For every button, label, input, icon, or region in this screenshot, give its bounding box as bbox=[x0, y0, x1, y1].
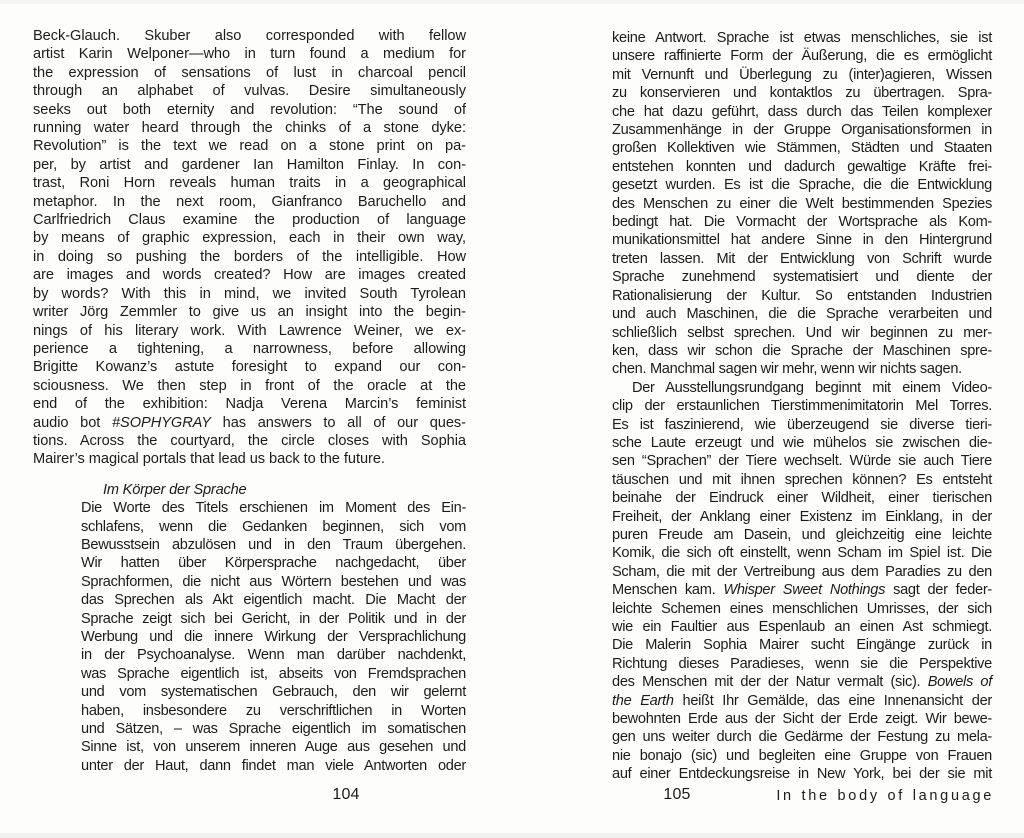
text-line: zu konservieren und kontaktlos zu übertragen. Spra- bbox=[612, 85, 992, 102]
text-line: metaphor. In the next room, Gianfranco Baruchello and bbox=[33, 193, 466, 210]
text-line: in doing so pushing the borders of the intelligible. How bbox=[33, 248, 466, 265]
page-top-edge bbox=[0, 0, 1024, 4]
text-line: seeks out both eternity and revolution: “The sound of bbox=[33, 101, 466, 118]
page-bottom-edge bbox=[0, 833, 1024, 838]
text-line: mit Vernunft und Überlegung zu (inter)agieren, Wissen bbox=[612, 66, 992, 83]
text-line: was Sprache eigentlich ist, abseits von Fremdsprachen bbox=[81, 665, 466, 682]
page-right-column bbox=[612, 29, 992, 784]
german-section-heading: Im Körper der Sprache bbox=[103, 481, 247, 498]
text-line: Beck-Glauch. Skuber also corresponded with fellow bbox=[33, 28, 466, 44]
text-line: gen uns weiter durch die Gedärme der Festung zu mela- bbox=[612, 729, 992, 746]
text-line: unter der Haut, dann findet man viele Antworten oder bbox=[81, 757, 466, 774]
text-line: keine Antwort. Sprache ist etwas menschliches, sie ist bbox=[612, 30, 992, 46]
text-line: und vom systematischen Gebrauch, den wir gelernt bbox=[81, 684, 466, 701]
page-number-right: 105 bbox=[663, 786, 691, 803]
text-line: des Menschen mit der der Natur vermalt (sic). Bowels of bbox=[612, 674, 993, 691]
text-line: puren Freude am Dasein, und gleichzeitig eine leichte bbox=[612, 526, 992, 543]
german-paragraph-left bbox=[81, 499, 466, 775]
page-number-left: 104 bbox=[332, 786, 360, 803]
text-line: Es ist faszinierend, wie überzeugend sie diverse tieri- bbox=[612, 416, 992, 433]
text-line: artist Karin Welponer—who in turn found a medium for bbox=[33, 46, 466, 63]
text-line: schlafens, wenn die Gedanken beginnen, sich vom bbox=[81, 518, 466, 535]
german-section bbox=[81, 481, 466, 776]
text-line: auf einer Entdeckungsreise in New York, bei der sie mit bbox=[612, 766, 992, 783]
text-line: Sprachformen, die nicht aus Wörtern bestehen und was bbox=[81, 573, 466, 590]
text-line: und auch Maschinen, die die Sprache verarbeiten und bbox=[612, 306, 992, 323]
text-line: the expression of sensations of lust in charcoal pencil bbox=[33, 64, 466, 81]
text-line: Komik, die sich oft einstellt, wenn Scham im Spiel ist. Die bbox=[612, 545, 992, 562]
text-line: Sinne ist, von unserem inneren Auge aus gesehen und bbox=[81, 739, 466, 756]
text-line: Freiheit, der Anklang einer Existenz im Einklang, in der bbox=[612, 508, 992, 525]
text-line: by words? With this in mind, we invited South Tyrolean bbox=[33, 285, 466, 302]
text-line: des Menschen zu einer die Welt bestimmenden Spezies bbox=[612, 195, 992, 212]
text-line: writer Jörg Zemmler to give us an insight into the begin- bbox=[33, 304, 466, 321]
text-line: in der Psychoanalyse. Wenn man darüber nachdenkt, bbox=[81, 647, 466, 664]
text-line: Sprache zunehmend systematisiert und diente der bbox=[612, 269, 992, 286]
text-line: gesetzt wurden. Es ist die Sprache, die die Entwicklung bbox=[612, 177, 992, 194]
page-left-column bbox=[33, 27, 466, 775]
text-line: nings of his literary work. With Lawrence Weiner, we ex- bbox=[33, 322, 466, 339]
german-paragraph-2 bbox=[612, 379, 992, 784]
text-line: nie bonajo (sic) und begleiten eine Gruppe von Frauen bbox=[612, 747, 992, 764]
text-line: by means of graphic expression, each in their own way, bbox=[33, 230, 466, 247]
text-line: clip der erstaunlichen Tierstimmenimitatorin Mel Torres. bbox=[612, 398, 992, 415]
text-line: trast, Roni Horn reveals human traits in a geographical bbox=[33, 175, 466, 192]
text-line: Wir hatten über Körpersprache nachgedacht, über bbox=[81, 555, 466, 572]
text-line: bewohnten Erde aus der Sicht der Erde zeigt. Wir bewe- bbox=[612, 711, 992, 728]
text-line: Sprache zeigt sich bei Gericht, in der Politik und in der bbox=[81, 610, 466, 627]
text-line: Mairer’s magical portals that lead us back to the future. bbox=[33, 451, 385, 468]
text-line: Bewusstsein abzulösen und in den Traum übergehen. bbox=[81, 536, 466, 553]
text-line: the Earth heißt Ihr Gemälde, das eine Innenansicht der bbox=[612, 692, 992, 709]
text-line: großen Kollektiven wie Stämmen, Städten und Staaten bbox=[612, 140, 992, 157]
german-paragraph-1 bbox=[612, 29, 992, 379]
text-line: tions. Across the courtyard, the circle closes with Sophia bbox=[33, 432, 466, 449]
text-line: täuschen und mit ihnen sprechen können? Es entsteht bbox=[612, 471, 992, 488]
text-line: das Sprechen als Akt eigentlich macht. Die Macht der bbox=[81, 592, 466, 609]
text-line: Menschen kam. Whisper Sweet Nothings sagt der feder- bbox=[612, 582, 992, 599]
text-line: Scham, die mit der Vertreibung aus dem Paradies zu den bbox=[612, 563, 992, 580]
text-line: treten lassen. Mit der Entwicklung von Schrift wurde bbox=[612, 250, 992, 267]
text-line: munikationsmittel hat andere Sinne in den Hintergrund bbox=[612, 232, 992, 249]
text-line: running water heard through the chinks of a stone dyke: bbox=[33, 120, 466, 137]
running-title: In the body of language bbox=[776, 788, 994, 804]
text-line: che hat dazu geführt, dass durch das Teilen komplexer bbox=[612, 103, 992, 120]
text-line: end of the exhibition: Nadja Verena Marcin’s feminist bbox=[33, 396, 466, 413]
text-line: Zusammenhänge in der Gruppe Organisationsformen in bbox=[612, 122, 992, 139]
text-line: wie ein Faultier aus Espenlaub an einen Ast schmiegt. bbox=[612, 619, 992, 635]
text-line: are images and words created? How are images created bbox=[33, 267, 466, 284]
text-line: through an alphabet of vulvas. Desire simultaneously bbox=[33, 83, 466, 100]
text-line: entstehen konnten und dadurch gewaltige Kräfte frei- bbox=[612, 158, 992, 175]
text-line: Richtung dieses Paradieses, wenn sie die Perspektive bbox=[612, 655, 992, 672]
text-line: und Sätzen, – was Sprache eigentlich im somatischen bbox=[81, 721, 466, 738]
text-line: Die Worte des Titels erschienen im Moment des Ein- bbox=[81, 500, 466, 517]
text-line: ken, dass wir schon die Sprache der Maschinen spre- bbox=[612, 342, 992, 359]
text-line: Rationalisierung der Kultur. So entstanden Industrien bbox=[612, 287, 992, 304]
text-line: perience a tightening, a narrowness, before allowing bbox=[33, 340, 466, 357]
text-line: sen “Sprachen” der Tiere wechselt. Würde sie auch Tiere bbox=[612, 453, 992, 470]
text-line: Revolution” is the text we read on a stone print on pa- bbox=[33, 138, 466, 155]
text-line: unsere raffinierte Form der Äußerung, die es ermöglicht bbox=[612, 48, 992, 65]
text-line: beinahe der Eindruck einer Wildheit, einer tierischen bbox=[612, 490, 992, 507]
text-line: per, by artist and gardener Ian Hamilton Finlay. In con- bbox=[33, 156, 466, 173]
text-line: bedingt hat. Die Vormacht der Wortsprache als Kom- bbox=[612, 214, 992, 231]
text-line: Carlfriedrich Claus examine the production of language bbox=[33, 212, 466, 229]
text-line: leichte Schemen eines menschlichen Umrisses, der sich bbox=[612, 600, 992, 617]
text-line: Brigitte Kowanz’s astute foresight to expand our con- bbox=[33, 359, 466, 376]
text-line: sciousness. We then step in front of the oracle at the bbox=[33, 377, 466, 394]
text-line: audio bot #SOPHYGRAY has answers to all of our ques- bbox=[33, 414, 466, 431]
text-line: sche Laute erzeugt und wie mühelos sie zwischen die- bbox=[612, 434, 992, 451]
text-line: Werbung und die innere Wirkung der Versprachlichung bbox=[81, 629, 466, 645]
text-line: schließlich selbst sprechen. Und wir beginnen zu mer- bbox=[612, 324, 992, 341]
text-line: chen. Manchmal sagen wir mehr, wenn wir nichts sagen. bbox=[612, 361, 962, 378]
english-paragraph bbox=[33, 27, 466, 469]
text-line: haben, insbesondere zu verschriftlichen in Worten bbox=[81, 702, 466, 719]
text-line: Die Malerin Sophia Mairer sucht Eingänge zurück in bbox=[612, 637, 992, 654]
text-line: Der Ausstellungsrundgang beginnt mit einem Video- bbox=[632, 379, 992, 396]
